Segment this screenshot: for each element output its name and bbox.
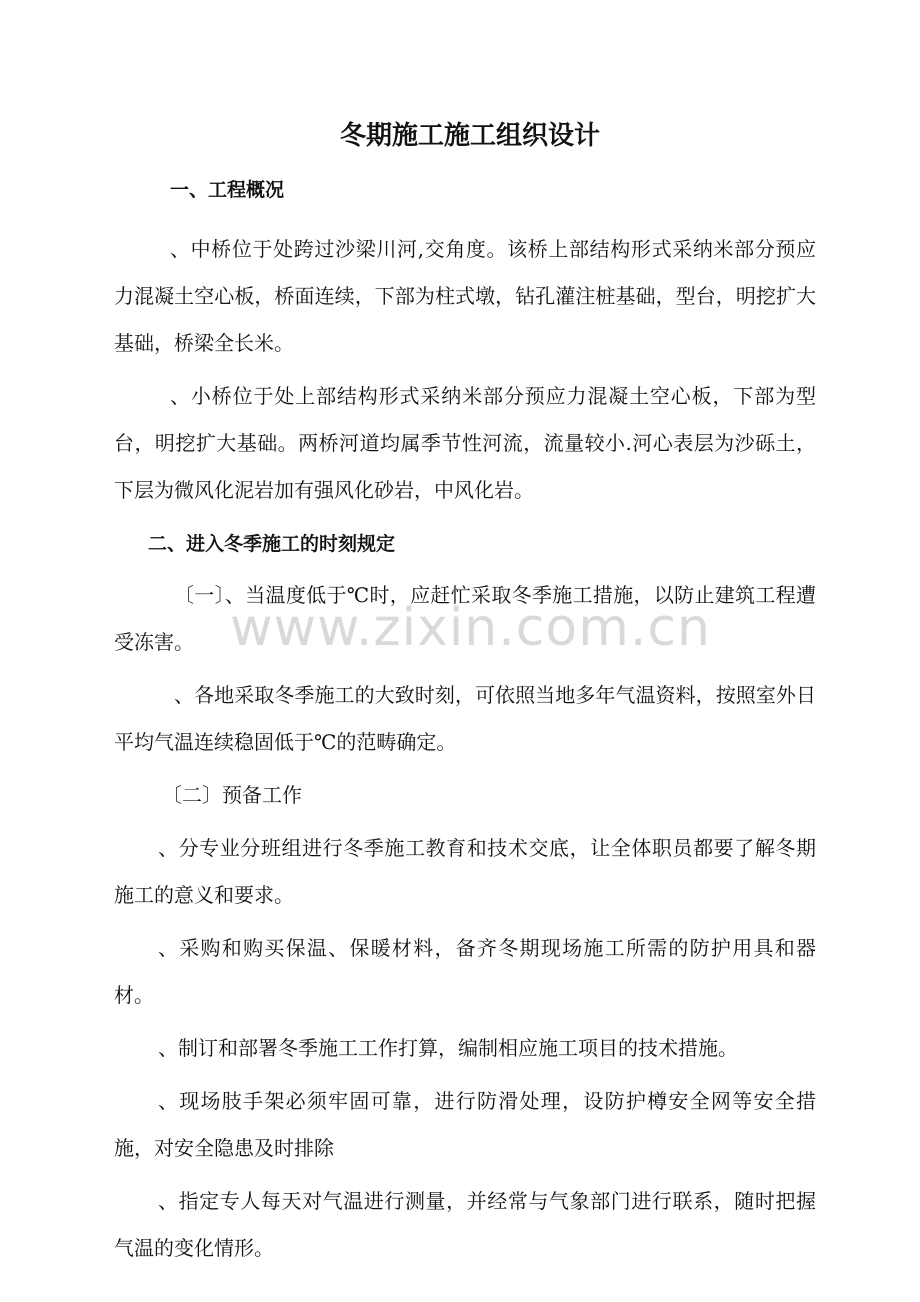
document-title: 冬期施工施工组织设计 [339,121,600,151]
section-heading-overview: 一、工程概况 [170,179,285,201]
subheading-preparation: 〔二〕预备工作 [162,783,302,807]
paragraph-medium-bridge: 、中桥位于处跨过沙梁川河,交角度。该桥上部结构形式采纳米部分预应力混凝土空心板，桥面连续，下部为柱式墩，钻孔灌注桩基础，型台，明挖扩大基础，桥梁全长米。 [114,237,816,355]
paragraph-planning: 、制订和部署冬季施工工作打算，编制相应施工项目的技术措施。 [158,1036,738,1060]
watermark: www.zixin.com.cn [230,598,711,658]
paragraph-weather-monitoring: 、指定专人每天对气温进行测量，并经常与气象部门进行联系，随时把握气温的变化情形。 [114,1189,816,1260]
paragraph-training: 、分专业分班组进行冬季施工教育和技术交底，让全体职员都要了解冬期施工的意义和要求。 [114,836,816,907]
paragraph-materials: 、采购和购买保温、保暖材料，备齐冬期现场施工所需的防护用具和器材。 [114,936,816,1007]
paragraph-start-time: 、各地采取冬季施工的大致时刻，可依照当地多年气温资料，按照室外日平均气温连续稳固低于℃的范畴确定。 [114,683,816,754]
paragraph-small-bridge: 、小桥位于处上部结构形式采纳米部分预应力混凝土空心板，下部为型台，明挖扩大基础。两桥河道均属季节性河流，流量较小.河心表层为沙砾土，下层为微风化泥岩加有强风化砂岩，中风化岩。 [114,384,816,502]
paragraph-scaffold-safety: 、现场肢手架必须牢固可靠，进行防滑处理，设防护樽安全网等安全措施，对安全隐患及时排除 [114,1089,816,1160]
paragraph-temperature-rule: 〔一〕、当温度低于℃时，应赶忙采取冬季施工措施，以防止建筑工程遭受冻害。 [114,583,816,654]
section-heading-winter-start: 二、进入冬季施工的时刻规定 [148,533,396,555]
